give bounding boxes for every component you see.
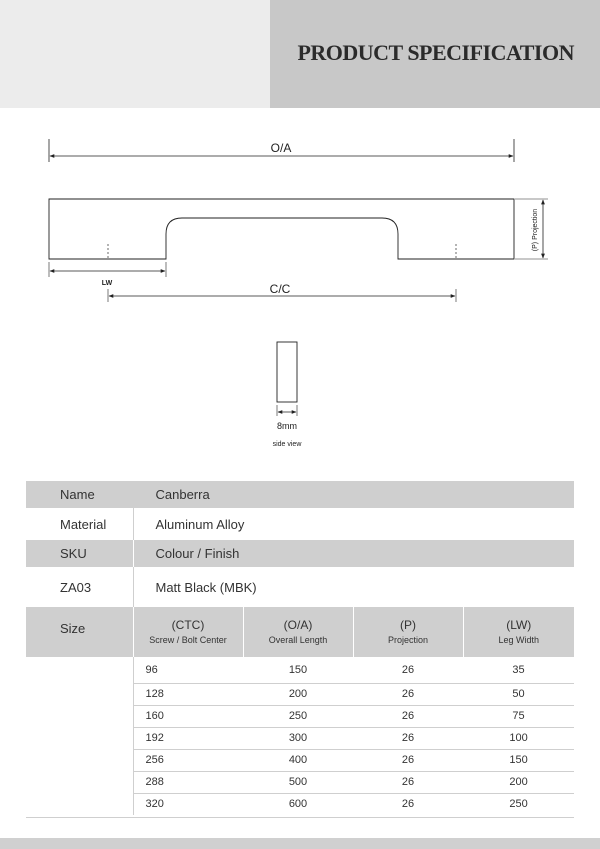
p-cell: 26 — [401, 798, 415, 811]
handle-profile — [49, 199, 514, 259]
p-cell: 26 — [353, 749, 463, 771]
lw-cell: 75 — [463, 705, 574, 727]
lw-cell: 50 — [463, 683, 574, 705]
lw-dimension — [49, 262, 166, 287]
col-lw-header — [463, 607, 574, 657]
side-width-label: 8mm — [277, 421, 297, 431]
col-oa-code: (O/A) — [283, 618, 313, 632]
material-label: Material — [60, 516, 107, 532]
lw-cell: 100 — [463, 727, 574, 749]
side-view — [273, 342, 303, 448]
p-cell: 26 — [353, 727, 463, 749]
code-label: ZA03 — [60, 579, 92, 595]
col-oa-desc: Overall Length — [268, 635, 328, 645]
ctc-cell: 288 — [133, 771, 243, 793]
size-header-row — [26, 607, 574, 657]
p-cell: 26 — [353, 705, 463, 727]
col-lw-desc: Leg Width — [498, 635, 540, 645]
oa-cell: 200 — [243, 683, 353, 705]
side-view-label: side view — [272, 441, 302, 448]
oa-cell: 250 — [243, 705, 353, 727]
lw-label: LW — [101, 280, 113, 287]
material-value: Aluminum Alloy — [133, 508, 574, 540]
col-ctc-code: (CTC) — [171, 618, 205, 632]
col-p-header — [353, 607, 463, 657]
p-cell: 26 — [353, 657, 463, 683]
cc-label: C/C — [269, 282, 291, 296]
cc-dimension — [108, 282, 456, 302]
lw-cell: 35 — [463, 657, 574, 683]
lw-cell: 250 — [509, 798, 528, 811]
p-cell: 26 — [353, 683, 463, 705]
footer-bar — [0, 838, 600, 849]
col-p-code: (P) — [400, 618, 416, 632]
spec-row-material — [26, 508, 574, 540]
col-ctc-desc: Screw / Bolt Center — [149, 635, 227, 645]
oa-label: O/A — [270, 141, 292, 155]
ctc-cell: 96 — [133, 657, 243, 683]
ctc-cell: 128 — [133, 683, 243, 705]
oa-dimension — [49, 139, 514, 162]
ctc-cell: 192 — [133, 727, 243, 749]
ctc-cell: 320 — [145, 798, 164, 811]
col-oa-header — [243, 607, 353, 657]
sku-label: SKU — [26, 540, 133, 567]
col-p-desc: Projection — [387, 635, 429, 645]
col-ctc-header — [133, 607, 243, 657]
size-label-spacer — [26, 657, 133, 815]
p-cell: 26 — [353, 771, 463, 793]
oa-cell: 500 — [243, 771, 353, 793]
lw-cell: 200 — [463, 771, 574, 793]
projection-dimension — [515, 199, 548, 259]
technical-drawing — [0, 108, 600, 468]
spec-row-code — [26, 567, 574, 607]
oa-cell: 150 — [243, 657, 353, 683]
name-value: Canberra — [133, 481, 574, 508]
spec-row-name — [26, 481, 574, 508]
oa-cell: 300 — [243, 727, 353, 749]
spec-row-sku — [26, 540, 574, 567]
size-label: Size — [26, 607, 133, 657]
col-lw-code: (LW) — [506, 618, 532, 632]
page-title: PRODUCT SPECIFICATION — [297, 40, 574, 65]
code-value: Matt Black (MBK) — [133, 567, 574, 607]
side-view-profile — [277, 342, 297, 402]
name-label: Name — [26, 481, 133, 508]
lw-cell: 150 — [463, 749, 574, 771]
spec-table — [26, 481, 574, 815]
oa-cell: 600 — [288, 798, 308, 811]
ctc-cell: 160 — [133, 705, 243, 727]
projection-label: (P) Projection — [532, 208, 539, 252]
ctc-cell: 256 — [133, 749, 243, 771]
table-row — [26, 657, 574, 683]
sku-value: Colour / Finish — [133, 540, 574, 567]
header-left-panel — [0, 0, 270, 108]
oa-cell: 400 — [243, 749, 353, 771]
